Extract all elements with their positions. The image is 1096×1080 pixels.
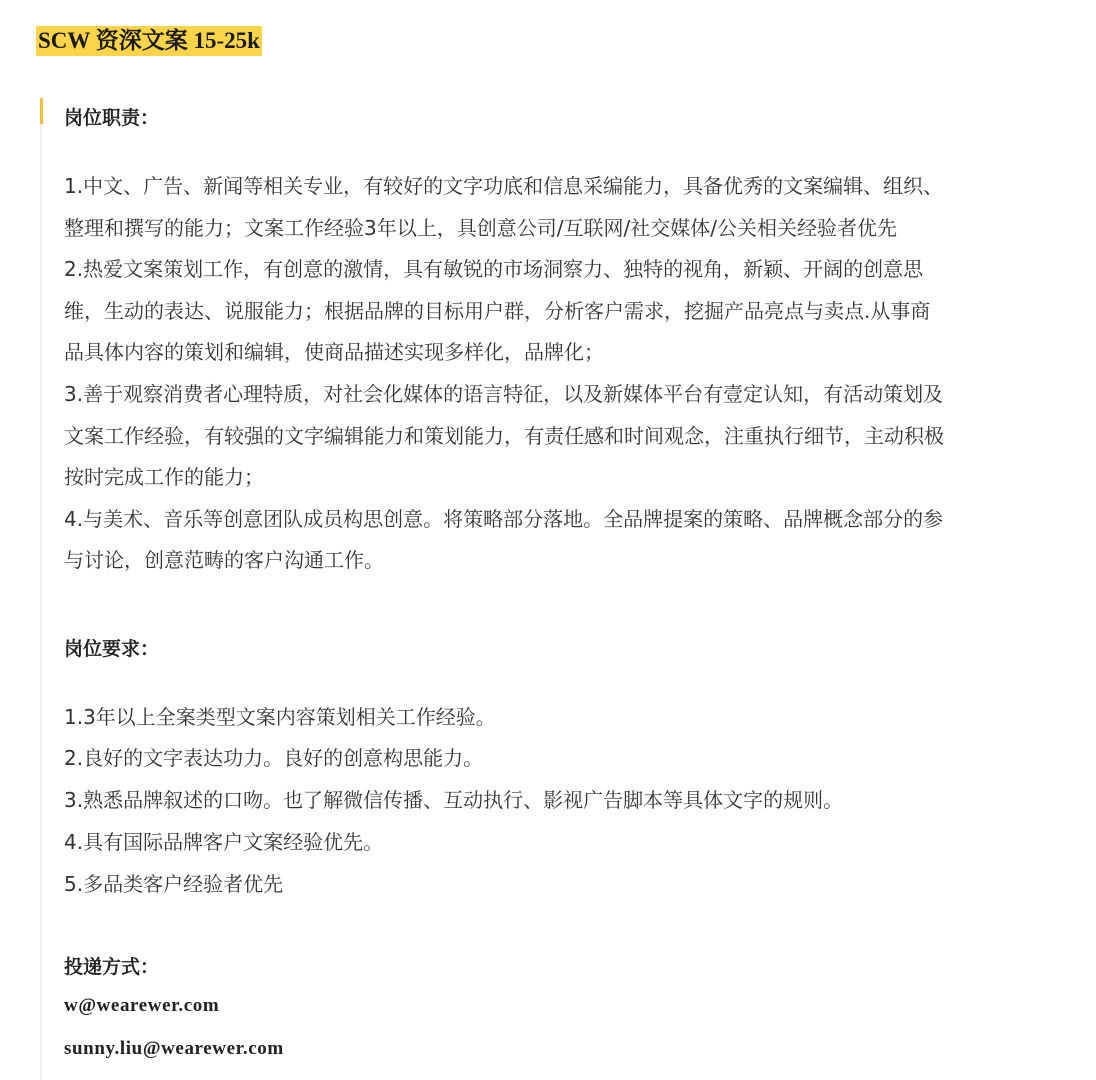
responsibility-line: 3.善于观察消费者心理特质，对社会化媒体的语言特征，以及新媒体平台有壹定认知，有活动策划及 (64, 381, 944, 406)
quote-side-line (40, 124, 42, 1080)
responsibility-line: 与讨论，创意范畴的客户沟通工作。 (64, 548, 384, 573)
responsibility-line: 按时完成工作的能力； (64, 465, 264, 490)
requirements-heading: 岗位要求： (64, 638, 160, 660)
responsibilities-heading: 岗位职责： (64, 107, 160, 129)
responsibility-line: 2.热爱文案策划工作，有创意的激情，具有敏锐的市场洞察力、独特的视角，新颖、开阔的创意思 (64, 257, 924, 282)
requirement-item: 4.具有国际品牌客户文案经验优先。 (64, 830, 384, 854)
requirement-item: 3.熟悉品牌叙述的口吻。也了解微信传播、互动执行、影视广告脚本等具体文字的规则。 (64, 788, 844, 812)
responsibility-line: 文案工作经验，有较强的文字编辑能力和策划能力，有责任感和时间观念，注重执行细节，主动积极 (64, 423, 944, 448)
email-link[interactable]: w@wearewer.com (64, 995, 220, 1016)
responsibility-line: 品具体内容的策划和编辑，使商品描述实现多样化，品牌化； (64, 340, 604, 365)
quote-accent-bar (40, 98, 43, 124)
responsibility-line: 1.中文、广告、新闻等相关专业，有较好的文字功底和信息采编能力，具备优秀的文案编辑、组织、 (64, 174, 944, 198)
requirement-item: 1.3年以上全案类型文案内容策划相关工作经验。 (64, 705, 496, 729)
email-link[interactable]: sunny.liu@wearewer.com (64, 1038, 284, 1059)
job-title: SCW 资深文案 15-25k (36, 26, 262, 56)
responsibility-line: 整理和撰写的能力；文案工作经验3年以上，具创意公司/互联网/社交媒体/公关相关经验者优先 (64, 215, 897, 240)
responsibilities-body (64, 166, 1059, 582)
responsibility-line: 4.与美术、音乐等创意团队成员构思创意。将策略部分落地。全品牌提案的策略、品牌概念部分的参 (64, 506, 944, 531)
responsibility-line: 维，生动的表达、说服能力；根据品牌的目标用户群，分析客户需求，挖掘产品亮点与卖点.从事商 (64, 298, 931, 323)
requirement-item: 2.良好的文字表达功力。良好的创意构思能力。 (64, 746, 484, 770)
contact-heading: 投递方式： (64, 956, 160, 978)
requirement-item: 5.多品类客户经验者优先 (64, 872, 284, 896)
